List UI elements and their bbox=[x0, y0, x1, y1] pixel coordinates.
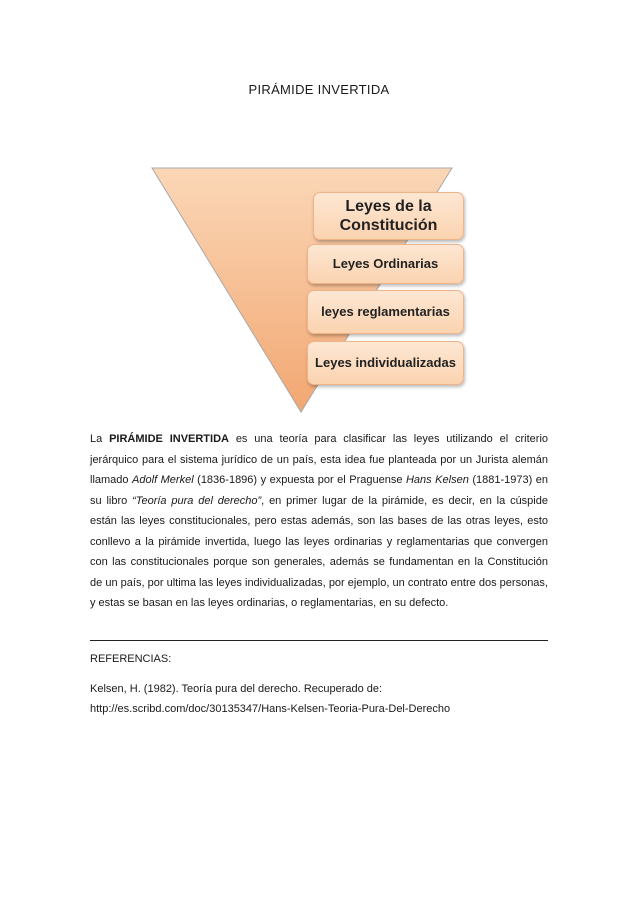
paragraph-text: , en primer lugar de la pirámide, es decir, en la cúspide están las leyes constitucionales, pero estas además, son las bases de las otras leyes, esto conllevo a la pirámide invertida, luego las leyes ordinarias y reglamentarias que convergen con las constitucionales porque son generales, además se fundamentan en la Constitución de un país, por ultima las leyes individualizadas, por ejemplo, un contrato entre dos personas, y estas se basan en las leyes ordinarias, o reglamentarias, en su defecto. bbox=[90, 494, 548, 609]
paragraph-term-bold: PIRÁMIDE INVERTIDA bbox=[109, 433, 229, 445]
paragraph-book-title: “Teoría pura del derecho” bbox=[132, 494, 262, 507]
page-title: PIRÁMIDE INVERTIDA bbox=[248, 82, 390, 97]
section-divider bbox=[90, 640, 548, 641]
level-regulatory-laws: leyes reglamentarias bbox=[307, 290, 464, 334]
references-heading: REFERENCIAS: bbox=[90, 653, 172, 665]
level-individualized-laws: Leyes individualizadas bbox=[307, 341, 464, 385]
level-ordinary-laws: Leyes Ordinarias bbox=[307, 244, 464, 284]
paragraph-text: La bbox=[90, 433, 110, 445]
body-paragraph bbox=[90, 429, 548, 614]
paragraph-name-kelsen: Hans Kelsen bbox=[405, 474, 469, 486]
paragraph-text: (1836-1896) y expuesta por el Praguense bbox=[193, 474, 406, 486]
paragraph-name-merkel: Adolf Merkel bbox=[132, 474, 194, 486]
level-constitution: Leyes de la Constitución bbox=[313, 192, 464, 240]
paragraph-text: es una teoría para clasificar las leyes utilizando el criterio jerárquico para el sistema jurídico de un país, esta idea fue planteada por un Jurista alemán llamado bbox=[90, 433, 549, 486]
paragraph-text: (1881-1973) en su libro bbox=[90, 474, 549, 507]
reference-url: http://es.scribd.com/doc/30135347/Hans-Kelsen-Teoria-Pura-Del-Derecho bbox=[90, 703, 451, 715]
reference-citation: Kelsen, H. (1982). Teoría pura del derecho. Recuperado de: bbox=[90, 683, 383, 695]
